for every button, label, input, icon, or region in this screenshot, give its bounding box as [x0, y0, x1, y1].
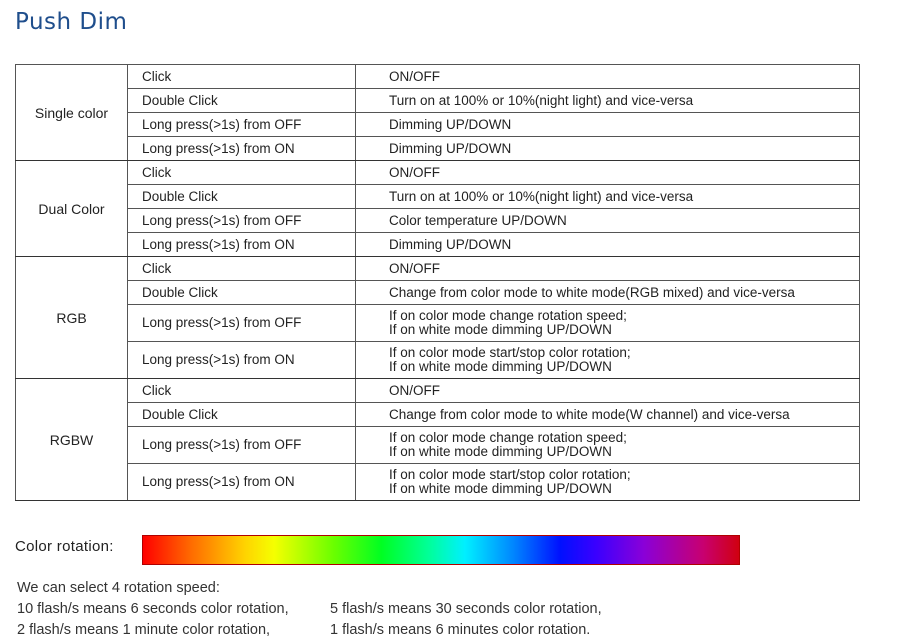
- table-row: [16, 161, 860, 185]
- note-item: 10 flash/s means 6 seconds color rotation,: [17, 601, 289, 617]
- function-name: Double Click: [128, 89, 356, 113]
- function-description: [356, 464, 860, 501]
- function-name: Long press(>1s) from OFF: [128, 305, 356, 342]
- notes-row: [17, 620, 602, 641]
- function-description: ON/OFF: [356, 379, 860, 403]
- function-description: Dimming UP/DOWN: [356, 113, 860, 137]
- function-description: Dimming UP/DOWN: [356, 233, 860, 257]
- table-row: [16, 403, 860, 427]
- function-description: Turn on at 100% or 10%(night light) and vice-versa: [356, 185, 860, 209]
- push-dim-function-table: [15, 64, 860, 501]
- table-row: [16, 137, 860, 161]
- table-row: [16, 427, 860, 464]
- function-description: ON/OFF: [356, 65, 860, 89]
- table-row: [16, 209, 860, 233]
- function-description: ON/OFF: [356, 161, 860, 185]
- page-title: Push Dim: [15, 9, 128, 35]
- function-description: [356, 305, 860, 342]
- function-description: [356, 342, 860, 379]
- table-row: [16, 65, 860, 89]
- function-name: Click: [128, 379, 356, 403]
- table-row: [16, 305, 860, 342]
- function-name: Long press(>1s) from ON: [128, 137, 356, 161]
- rotation-speed-notes: [17, 578, 602, 641]
- description-line: If on color mode start/stop color rotation;: [389, 345, 631, 360]
- function-description: Turn on at 100% or 10%(night light) and vice-versa: [356, 89, 860, 113]
- function-name: Click: [128, 257, 356, 281]
- table-row: [16, 185, 860, 209]
- group-label-dual-color: Dual Color: [16, 161, 128, 257]
- group-label-rgbw: RGBW: [16, 379, 128, 501]
- function-name: Long press(>1s) from ON: [128, 464, 356, 501]
- function-name: Long press(>1s) from OFF: [128, 113, 356, 137]
- description-line: If on white mode dimming UP/DOWN: [389, 444, 612, 459]
- group-label-single-color: Single color: [16, 65, 128, 161]
- description-line: If on color mode start/stop color rotation;: [389, 467, 631, 482]
- table-row: [16, 257, 860, 281]
- table-row: [16, 113, 860, 137]
- function-name: Long press(>1s) from OFF: [128, 209, 356, 233]
- note-item: 5 flash/s means 30 seconds color rotation,: [330, 601, 602, 617]
- function-description: ON/OFF: [356, 257, 860, 281]
- function-description: Dimming UP/DOWN: [356, 137, 860, 161]
- note-item: 2 flash/s means 1 minute color rotation,: [17, 622, 271, 638]
- table-row: [16, 233, 860, 257]
- function-name: Long press(>1s) from OFF: [128, 427, 356, 464]
- table-row: [16, 464, 860, 501]
- function-name: Double Click: [128, 185, 356, 209]
- color-rotation-label: Color rotation:: [15, 538, 114, 555]
- function-name: Double Click: [128, 281, 356, 305]
- table-row: [16, 281, 860, 305]
- table-row: [16, 89, 860, 113]
- table-row: [16, 379, 860, 403]
- description-line: If on color mode change rotation speed;: [389, 430, 627, 445]
- function-name: Click: [128, 161, 356, 185]
- description-line: If on color mode change rotation speed;: [389, 308, 627, 323]
- description-line: If on white mode dimming UP/DOWN: [389, 359, 612, 374]
- function-description: [356, 427, 860, 464]
- description-line: If on white mode dimming UP/DOWN: [389, 322, 612, 337]
- description-line: If on white mode dimming UP/DOWN: [389, 481, 612, 496]
- function-name: Long press(>1s) from ON: [128, 342, 356, 379]
- note-item: 1 flash/s means 6 minutes color rotation.: [330, 622, 591, 638]
- notes-row: [17, 599, 602, 620]
- function-description: Change from color mode to white mode(W channel) and vice-versa: [356, 403, 860, 427]
- function-name: Click: [128, 65, 356, 89]
- color-rotation-spectrum-bar: [142, 535, 740, 565]
- table-row: [16, 342, 860, 379]
- function-name: Long press(>1s) from ON: [128, 233, 356, 257]
- function-description: Change from color mode to white mode(RGB mixed) and vice-versa: [356, 281, 860, 305]
- function-name: Double Click: [128, 403, 356, 427]
- group-label-rgb: RGB: [16, 257, 128, 379]
- notes-intro: We can select 4 rotation speed:: [17, 580, 220, 596]
- function-description: Color temperature UP/DOWN: [356, 209, 860, 233]
